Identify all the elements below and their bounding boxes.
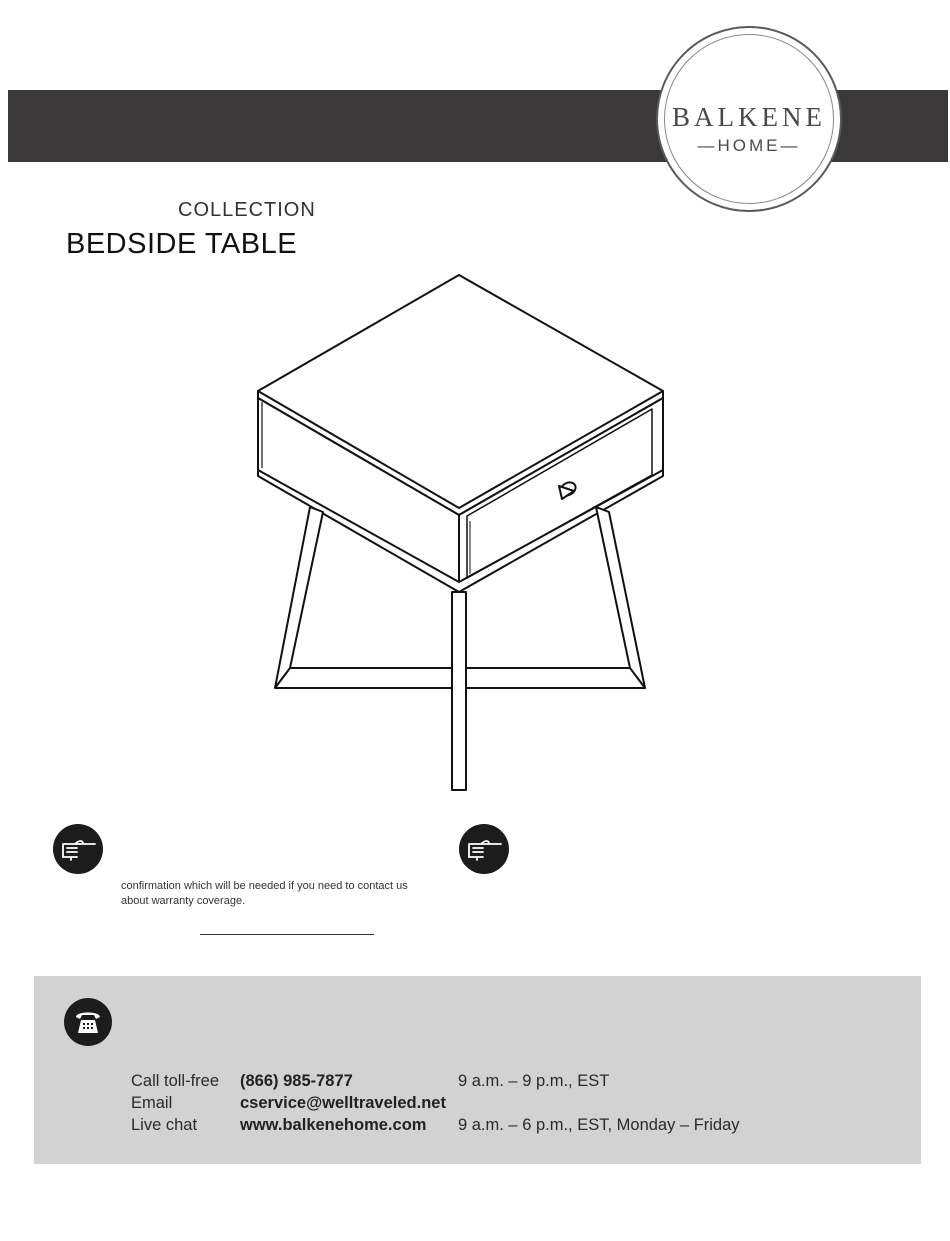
logo-brand-name: BALKENE [672,102,826,132]
brand-logo [656,26,842,212]
contact-label-phone: Call toll-free [131,1072,220,1090]
pointing-hand-icon [53,824,103,874]
pointing-hand-icon [459,824,509,874]
contact-label-email: Email [131,1094,173,1112]
logo-sub-name: —HOME— [697,136,801,155]
contact-label-chat: Live chat [131,1116,198,1134]
product-title: BEDSIDE TABLE [66,228,298,260]
collection-label: COLLECTION [178,199,316,221]
contact-chat-hours: 9 a.m. – 6 p.m., EST, Monday – Friday [458,1116,740,1134]
contact-chat-url[interactable]: www.balkenehome.com [240,1116,427,1134]
bedside-table-illustration [250,270,680,800]
warranty-note: confirmation which will be needed if you need to contact us about warranty coverage. [121,880,408,907]
contact-email-address[interactable]: cservice@welltraveled.net [240,1094,446,1112]
contact-panel [34,976,921,1164]
telephone-icon [64,998,112,1046]
signature-line [200,934,374,935]
contact-phone-number[interactable]: (866) 985-7877 [240,1072,353,1090]
contact-phone-hours: 9 a.m. – 9 p.m., EST [458,1072,610,1090]
